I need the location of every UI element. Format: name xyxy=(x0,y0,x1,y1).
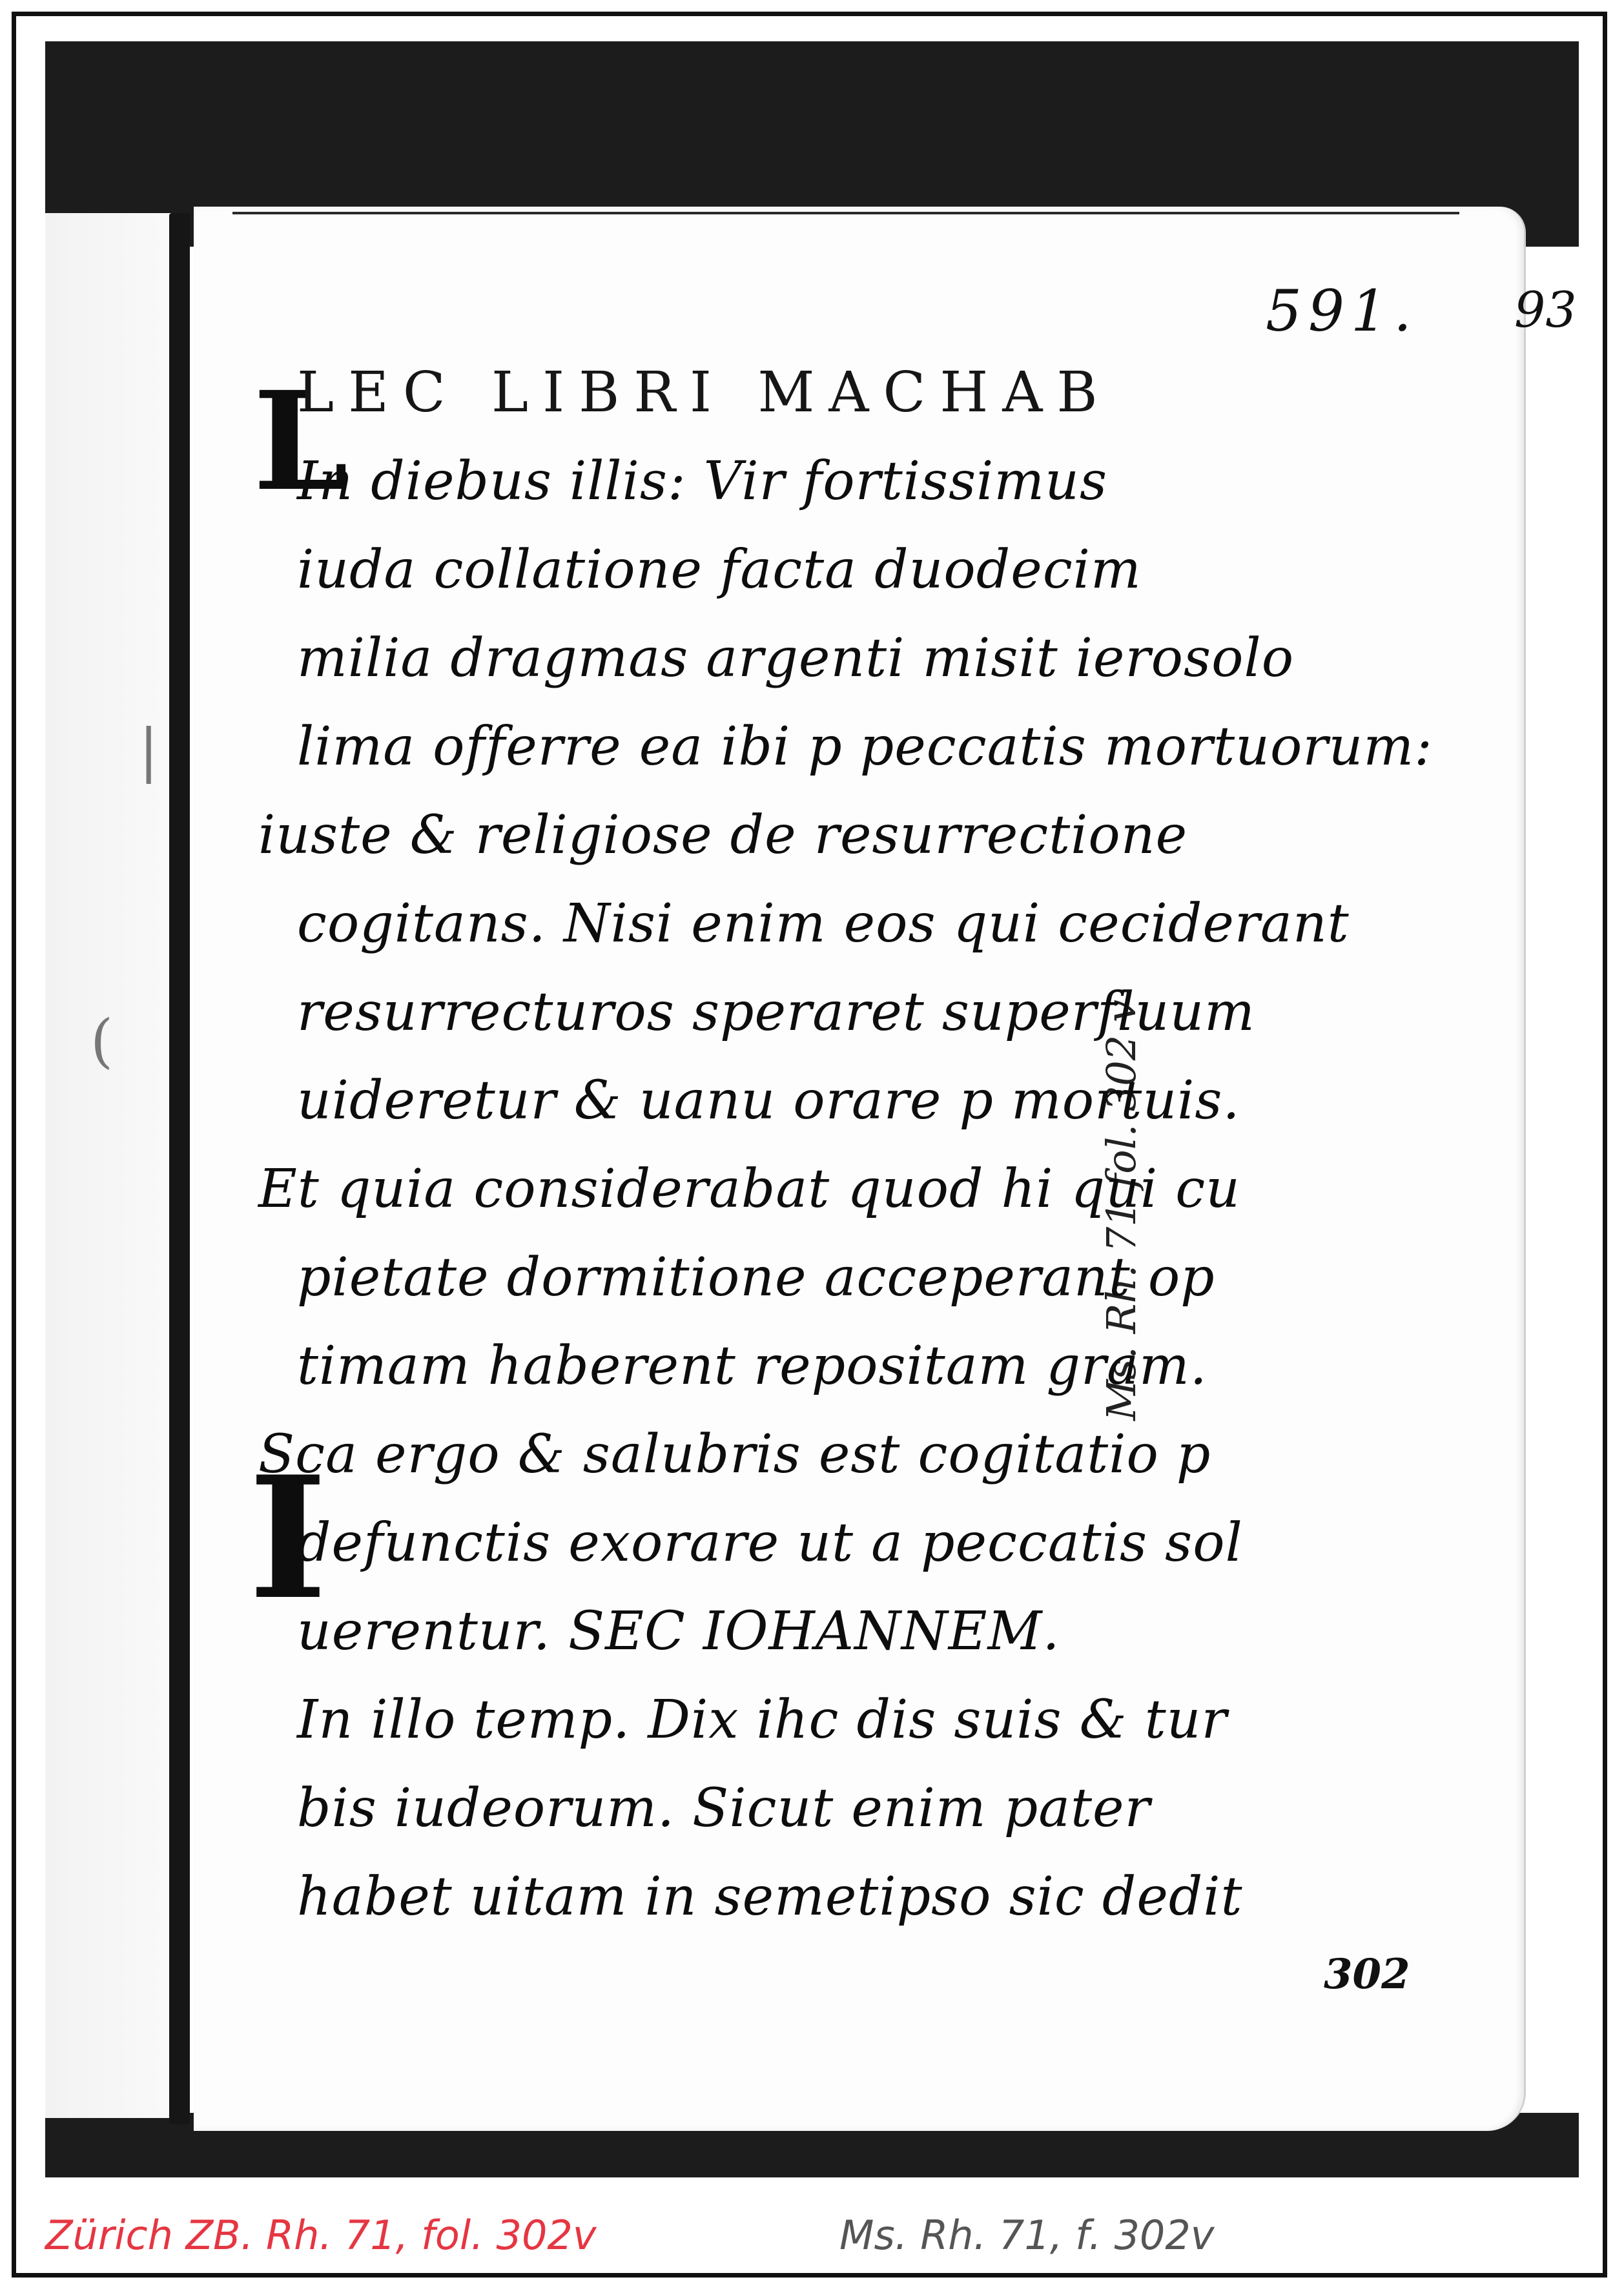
manuscript-text xyxy=(258,349,1433,1941)
text-line: lima offerre ea ibi p peccatis mortuorum: xyxy=(297,716,1433,777)
text-line: iuda collatione facta duodecim xyxy=(297,539,1142,601)
side-annotation: Ms. Rh. 71 fol. 302 v xyxy=(1098,1000,1145,1421)
text-line: milia dragmas argenti misit ierosolo xyxy=(297,628,1295,689)
margin-mark: | xyxy=(139,717,159,785)
text-line: In illo temp. Dix ihc dis suis & tur xyxy=(297,1689,1228,1751)
library-shelfmark-grey: Ms. Rh. 71, f. 302v xyxy=(839,2212,1215,2259)
book-spine xyxy=(169,213,190,2124)
decorated-initial-i: I xyxy=(249,1440,327,1637)
margin-mark: ( xyxy=(90,1007,114,1075)
text-line: Sca ergo & salubris est cogitatio p xyxy=(258,1424,1211,1485)
text-line: uerentur. SEC IOHANNEM. xyxy=(297,1601,1060,1662)
text-line: defunctis exorare ut a peccatis sol xyxy=(297,1512,1243,1574)
text-line: In diebus illis: Vir fortissimus xyxy=(297,451,1108,512)
text-line: timam haberent repositam gram. xyxy=(297,1335,1208,1397)
rubric-heading: LEC LIBRI MACHAB xyxy=(297,360,1112,425)
text-line: Et quia considerabat quod hi qui cu xyxy=(258,1158,1240,1220)
text-line: pietate dormitione acceperant op xyxy=(297,1247,1215,1308)
folio-number-corner: 93 xyxy=(1514,281,1577,338)
library-shelfmark-red: Zürich ZB. Rh. 71, fol. 302v xyxy=(45,2212,597,2259)
decorated-initial-l: L xyxy=(253,362,349,521)
folio-number-top: 591. xyxy=(1266,278,1418,344)
text-line: cogitans. Nisi enim eos qui ceciderant xyxy=(297,893,1350,954)
text-line: habet uitam in semetipso sic dedit xyxy=(297,1866,1243,1928)
page-top-edge xyxy=(232,212,1459,226)
text-line: uideretur & uanu orare p mortuis. xyxy=(297,1070,1240,1131)
text-line: bis iudeorum. Sicut enim pater xyxy=(297,1778,1151,1839)
facing-page-edge xyxy=(45,213,181,2118)
text-line: iuste & religiose de resurrectione xyxy=(258,805,1188,866)
text-line: resurrecturos speraret superfluum xyxy=(297,982,1255,1043)
folio-number-bottom: 302 xyxy=(1324,1950,1410,1999)
